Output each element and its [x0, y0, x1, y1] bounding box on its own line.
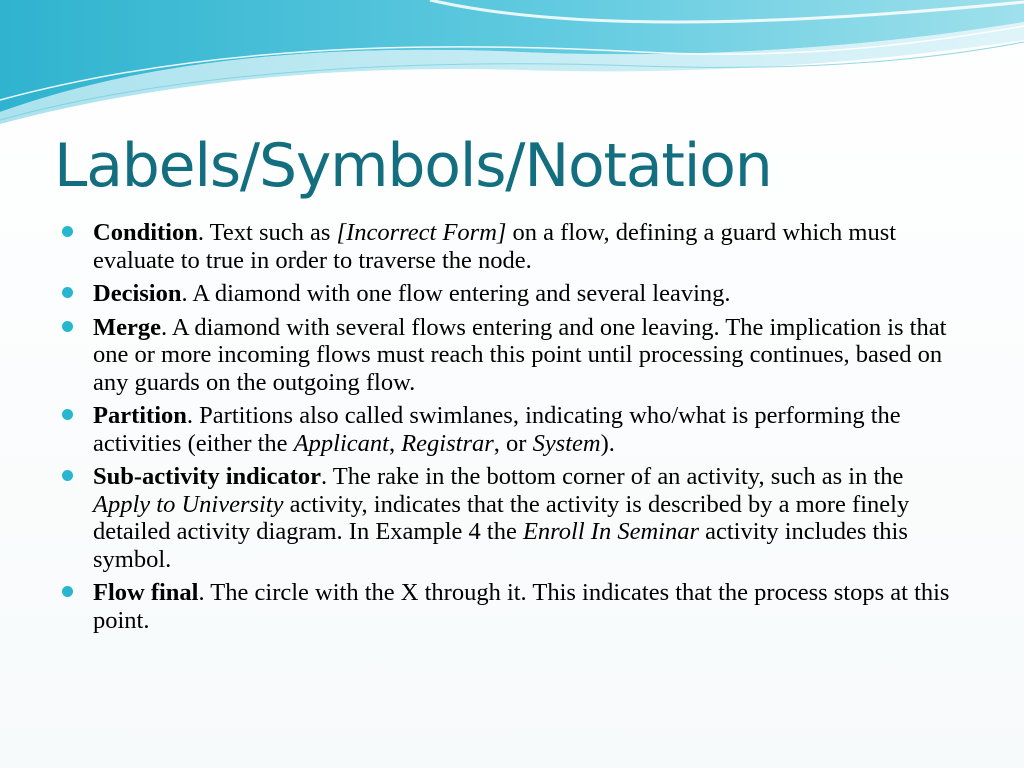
- bullet-body: . The rake in the bottom corner of an activity, such as in the: [321, 463, 904, 490]
- bullet-body: . Partitions also called swimlanes, indicating who/what is performing the activities (either the: [93, 402, 901, 457]
- filled-circle-bullet-icon: [62, 586, 73, 597]
- filled-circle-bullet-icon: [62, 226, 73, 237]
- filled-circle-bullet-icon: [62, 321, 73, 332]
- bullet-emphasis: Enroll In Seminar: [522, 518, 699, 545]
- header-wave-decoration: [0, 0, 1024, 130]
- bullet-text: [93, 402, 901, 457]
- bullet-term: Sub-activity indicator: [93, 463, 321, 490]
- bullet-text: [93, 280, 731, 307]
- bullet-emphasis: Registrar: [401, 429, 494, 457]
- filled-circle-bullet-icon: [62, 470, 73, 481]
- bullet-term: Decision: [93, 280, 182, 307]
- bullet-emphasis: Applicant: [293, 429, 389, 457]
- bullet-item: [62, 579, 962, 634]
- bullet-body: . Text such as: [197, 219, 337, 246]
- bullet-term: Flow final: [93, 579, 199, 606]
- bullet-item: [62, 314, 962, 397]
- bullet-text: [93, 463, 909, 573]
- bullet-body: . A diamond with one flow entering and several leaving.: [181, 280, 731, 307]
- bullet-item: [62, 402, 962, 457]
- bullet-body: ).: [600, 429, 615, 457]
- bullet-emphasis: System: [532, 429, 601, 457]
- bullet-term: Condition: [93, 219, 198, 246]
- bullet-text: [93, 219, 896, 274]
- bullet-term: Partition: [93, 402, 187, 429]
- bullet-term: Merge: [93, 313, 161, 341]
- bullet-item: [62, 219, 962, 274]
- bullet-text: [93, 579, 949, 634]
- bullet-emphasis: Apply to University: [93, 490, 284, 518]
- bullet-body: ,: [388, 429, 402, 457]
- bullet-body: . A diamond with several flows entering and one leaving. The implication is that one or more incoming flows must reach this point until processing continues, based on any guards on the outgoing flow.: [93, 313, 947, 396]
- bullet-body: . The circle with the X through it. This indicates that the process stops at this point.: [93, 579, 950, 634]
- bullet-list: [62, 219, 962, 640]
- slide-title: Labels/Symbols/Notation: [54, 131, 772, 201]
- bullet-body: , or: [493, 429, 533, 457]
- bullet-body: activity includes this symbol.: [93, 518, 908, 573]
- bullet-emphasis: [Incorrect Form]: [336, 219, 507, 246]
- bullet-body: activity, indicates that the activity is described by a more finely detailed activity diagram. In Example 4 the: [93, 490, 910, 545]
- bullet-item: [62, 280, 962, 308]
- bullet-body: on a flow, defining a guard which must evaluate to true in order to traverse the node.: [93, 219, 897, 274]
- filled-circle-bullet-icon: [62, 409, 73, 420]
- bullet-text: [93, 314, 946, 396]
- filled-circle-bullet-icon: [62, 287, 73, 298]
- bullet-item: [62, 463, 962, 573]
